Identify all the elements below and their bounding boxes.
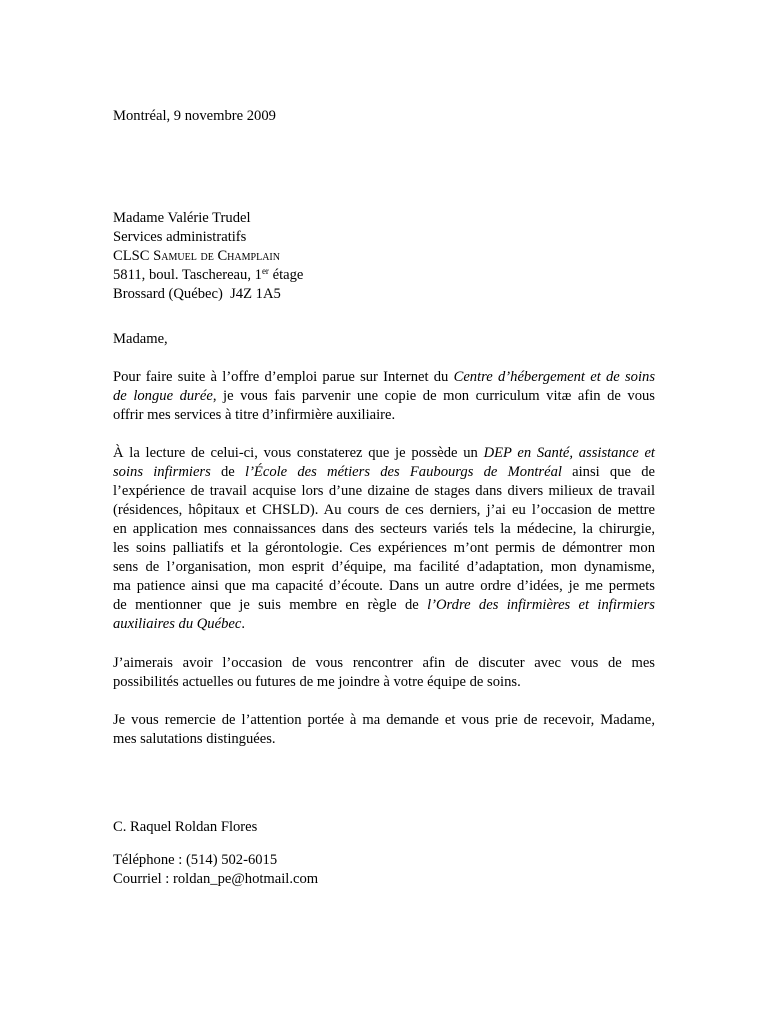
recipient-street <box>113 266 655 285</box>
paragraph-line: possibilités actuelles ou futures de me joindre à votre équipe de soins. <box>113 674 521 690</box>
recipient-organization <box>113 247 655 266</box>
recipient-department: Services administratifs <box>113 229 247 245</box>
italic-run: DEP en Santé, assistance et <box>483 445 655 461</box>
recipient-name: Madame Valérie Trudel <box>113 210 251 226</box>
text-run: de <box>210 464 246 480</box>
paragraph-line: l’expérience de travail acquise lors d’une dizaine de stages dans divers milieux de travail <box>113 483 655 499</box>
paragraph-line <box>113 444 655 463</box>
paragraph-experience <box>113 444 655 634</box>
paragraph-line <box>113 463 655 482</box>
paragraph-line: mes salutations distinguées. <box>113 731 276 747</box>
italic-run: Centre d’hébergement et de soins <box>453 369 656 385</box>
paragraph-closing <box>113 711 655 749</box>
paragraph-line <box>113 615 655 634</box>
org-prefix: CLSC <box>113 248 150 264</box>
text-run: À la lecture de celui-ci, vous constaterez que je possède un <box>113 445 484 461</box>
text-run: ainsi que de <box>561 464 655 480</box>
contact-email: Courriel : roldan_pe@hotmail.com <box>113 871 319 887</box>
paragraph-line: sens de l’organisation, mon esprit d’équipe, ma facilité d’adaptation, mon dynamisme, <box>113 559 655 575</box>
org-name: Samuel de Champlain <box>153 248 280 264</box>
paragraph-line <box>113 596 655 615</box>
text-run: Pour faire suite à l’offre d’emploi parue sur Internet du <box>113 369 454 385</box>
italic-run: auxiliaires du Québec <box>113 616 242 632</box>
signature-name: C. Raquel Roldan Flores <box>113 819 258 835</box>
salutation <box>113 330 655 349</box>
floor-superscript: er <box>261 266 269 276</box>
paragraph-line: ma patience ainsi que ma capacité d’écoute. Dans un autre ordre d’idées, je me permets <box>113 578 655 594</box>
italic-run: l’Ordre des infirmières et infirmiers <box>427 597 655 613</box>
recipient-address <box>113 209 655 304</box>
paragraph-line: les soins palliatifs et la gérontologie. Ces expériences m’ont permis de démontrer mon <box>113 540 655 556</box>
date-text: Montréal, 9 novembre 2009 <box>113 108 276 124</box>
paragraph-line: (résidences, hôpitaux et CHSLD). Au cours de ces derniers, j’ai eu l’occasion de mettre <box>113 502 655 518</box>
paragraph-line <box>113 368 655 387</box>
paragraph-meeting <box>113 654 655 692</box>
street-floor: étage <box>268 267 304 283</box>
paragraph-line: en application mes connaissances dans des secteurs variés tels la médecine, la chirurgie, <box>113 521 655 537</box>
contact-info <box>113 851 655 889</box>
italic-run: l’École des métiers des Faubourgs de Montréal <box>245 464 562 480</box>
paragraph-line: J’aimerais avoir l’occasion de vous rencontrer afin de discuter avec vous de mes <box>113 655 655 671</box>
salutation-text: Madame, <box>113 331 168 347</box>
text-run: . <box>241 616 245 632</box>
italic-run: soins infirmiers <box>113 464 211 480</box>
paragraph-line: Je vous remercie de l’attention portée à ma demande et vous prie de recevoir, Madame, <box>113 712 655 728</box>
paragraph-intro <box>113 368 655 425</box>
italic-run: de longue durée <box>113 388 213 404</box>
text-run: , je vous fais parvenir une copie de mon curriculum vitæ afin de vous <box>212 388 655 404</box>
paragraph-line: offrir mes services à titre d’infirmière auxiliaire. <box>113 407 396 423</box>
paragraph-line <box>113 387 655 406</box>
recipient-city: Brossard (Québec) J4Z 1A5 <box>113 286 281 302</box>
text-run: de mentionner que je suis membre en règle de <box>113 597 428 613</box>
contact-phone: Téléphone : (514) 502-6015 <box>113 852 278 868</box>
letter-date <box>113 107 655 126</box>
street-main: 5811, boul. Taschereau, 1 <box>113 267 262 283</box>
signature-block <box>113 818 655 837</box>
